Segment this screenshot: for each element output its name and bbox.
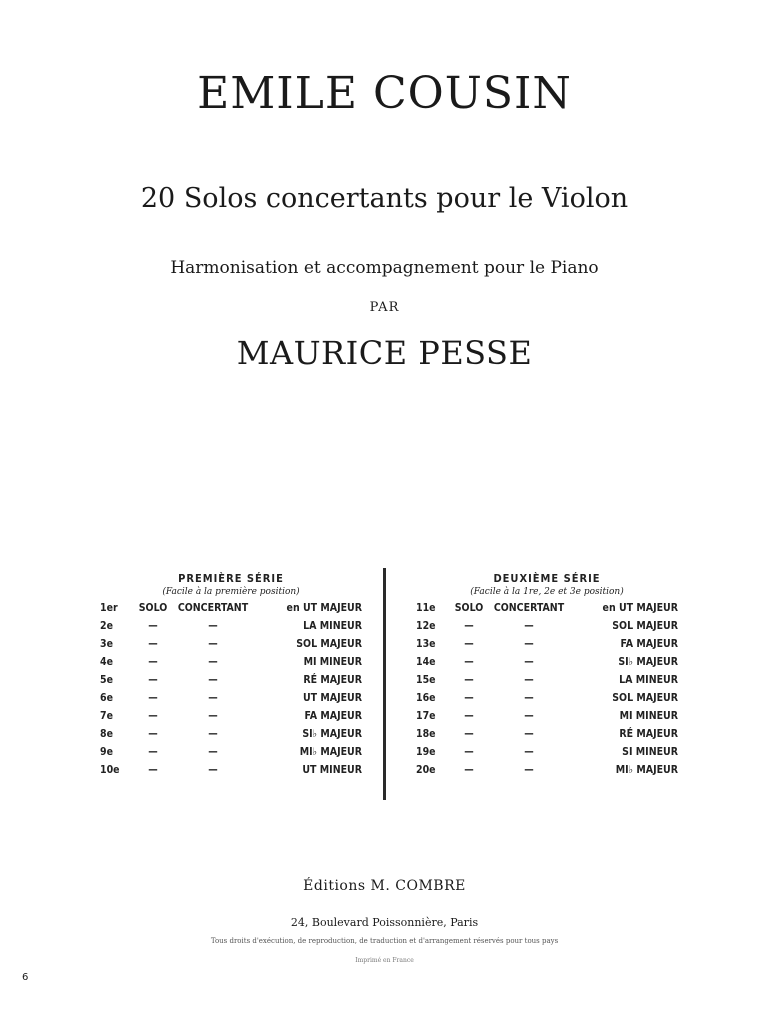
composer-name: EMILE COUSIN [197,68,572,119]
list-item [100,764,362,782]
arranger-name: MAURICE PESSE [236,334,533,372]
solo-key: FA MAJEUR [304,710,362,722]
list-item [100,656,362,674]
solo-solo: — [148,764,158,776]
list-item [416,638,678,656]
solo-key: MI♭ MAJEUR [615,764,678,776]
solo-solo: — [148,674,158,686]
second-series-rows [416,602,678,782]
solo-conc: — [208,692,218,704]
solo-conc: — [524,638,534,650]
second-series-note: (Facile à la 1re, 2e et 3e position) [470,587,624,597]
solo-solo: — [148,638,158,650]
solo-solo: — [464,692,474,704]
list-item [416,746,678,764]
solo-num: 14e [416,656,436,668]
corner-mark: 6 [22,972,29,983]
solo-key: SOL MAJEUR [612,620,678,632]
solo-solo: — [148,728,158,740]
solo-key: SI MINEUR [622,746,678,758]
solo-key: SI♭ MAJEUR [302,728,362,740]
solo-conc: — [524,710,534,722]
solo-num: 5e [100,674,113,686]
solo-num: 3e [100,638,113,650]
solo-num: 4e [100,656,113,668]
solo-key: MI MINEUR [619,710,678,722]
solo-num: 18e [416,728,436,740]
solo-num: 20e [416,764,436,776]
solo-key: FA MAJEUR [620,638,678,650]
solo-key: SOL MAJEUR [296,638,362,650]
publisher-name: Éditions M. COMBRE [303,878,466,894]
solo-key: RÉ MAJEUR [619,728,678,740]
solo-key: RÉ MAJEUR [303,674,362,686]
solo-solo: — [464,746,474,758]
solo-key: UT MAJEUR [302,692,362,704]
solo-conc: CONCERTANT [493,602,565,614]
solo-solo: — [464,638,474,650]
solo-key: SI♭ MAJEUR [618,656,678,668]
solo-conc: — [524,674,534,686]
work-title: 20 Solos concertants pour le Violon [140,183,629,214]
solo-conc: CONCERTANT [177,602,249,614]
solo-key: SOL MAJEUR [612,692,678,704]
solo-key: LA MINEUR [619,674,678,686]
publisher-address: 24, Boulevard Poissonnière, Paris [290,916,479,929]
solo-conc: — [208,764,218,776]
solo-solo: — [464,674,474,686]
solo-num: 7e [100,710,113,722]
solo-solo: — [148,692,158,704]
solo-num: 8e [100,728,113,740]
solo-num: 17e [416,710,436,722]
solo-num: 11e [416,602,436,614]
series-divider [383,568,386,800]
solo-conc: — [208,728,218,740]
solo-num: 9e [100,746,113,758]
first-series-rows [100,602,362,782]
solo-key: en UT MAJEUR [602,602,678,614]
solo-solo: — [148,710,158,722]
list-item [100,710,362,728]
solo-num: 15e [416,674,436,686]
by-label: PAR [369,300,400,315]
solo-num: 2e [100,620,113,632]
list-item [416,692,678,710]
solo-key: LA MINEUR [303,620,362,632]
solo-num: 6e [100,692,113,704]
solo-num: 12e [416,620,436,632]
solo-solo: — [464,656,474,668]
solo-solo: — [464,728,474,740]
solo-key: en UT MAJEUR [286,602,362,614]
solo-conc: — [524,764,534,776]
solo-conc: — [208,710,218,722]
list-item [416,674,678,692]
second-series-list [416,572,678,782]
solo-solo: SOLO [454,602,484,614]
first-series-note: (Facile à la première position) [162,587,300,597]
solo-solo: — [148,656,158,668]
list-item [416,728,678,746]
solo-num: 19e [416,746,436,758]
solo-solo: SOLO [138,602,168,614]
solo-solo: — [148,620,158,632]
solo-num: 1er [100,602,118,614]
list-item [100,638,362,656]
list-item [100,692,362,710]
solo-conc: — [208,656,218,668]
list-item [100,602,362,620]
solo-key: MI♭ MAJEUR [299,746,362,758]
solo-conc: — [524,656,534,668]
list-item [416,764,678,782]
solo-conc: — [208,746,218,758]
solo-solo: — [464,764,474,776]
list-item [100,620,362,638]
solo-conc: — [208,638,218,650]
rights-notice: Tous droits d'exécution, de reproduction, de traduction et d'arrangement réservés pour tous pays [210,937,559,945]
solo-key: MI MINEUR [303,656,362,668]
solo-conc: — [524,620,534,632]
solo-conc: — [208,674,218,686]
solo-num: 16e [416,692,436,704]
solo-conc: — [524,728,534,740]
list-item [100,746,362,764]
list-item [416,656,678,674]
solo-num: 10e [100,764,120,776]
first-series-list [100,572,362,782]
solo-conc: — [524,692,534,704]
list-item [100,728,362,746]
printed-notice: Imprimé en France [355,957,414,964]
list-item [416,620,678,638]
solo-solo: — [464,710,474,722]
solo-num: 13e [416,638,436,650]
solo-key: UT MINEUR [302,764,362,776]
list-item [100,674,362,692]
solo-solo: — [464,620,474,632]
work-subtitle: Harmonisation et accompagnement pour le Piano [170,258,599,278]
solo-conc: — [524,746,534,758]
first-series-title: PREMIÈRE SÉRIE [178,572,284,585]
solo-conc: — [208,620,218,632]
second-series-title: DEUXIÈME SÉRIE [493,572,601,585]
solo-solo: — [148,746,158,758]
list-item [416,602,678,620]
list-item [416,710,678,728]
